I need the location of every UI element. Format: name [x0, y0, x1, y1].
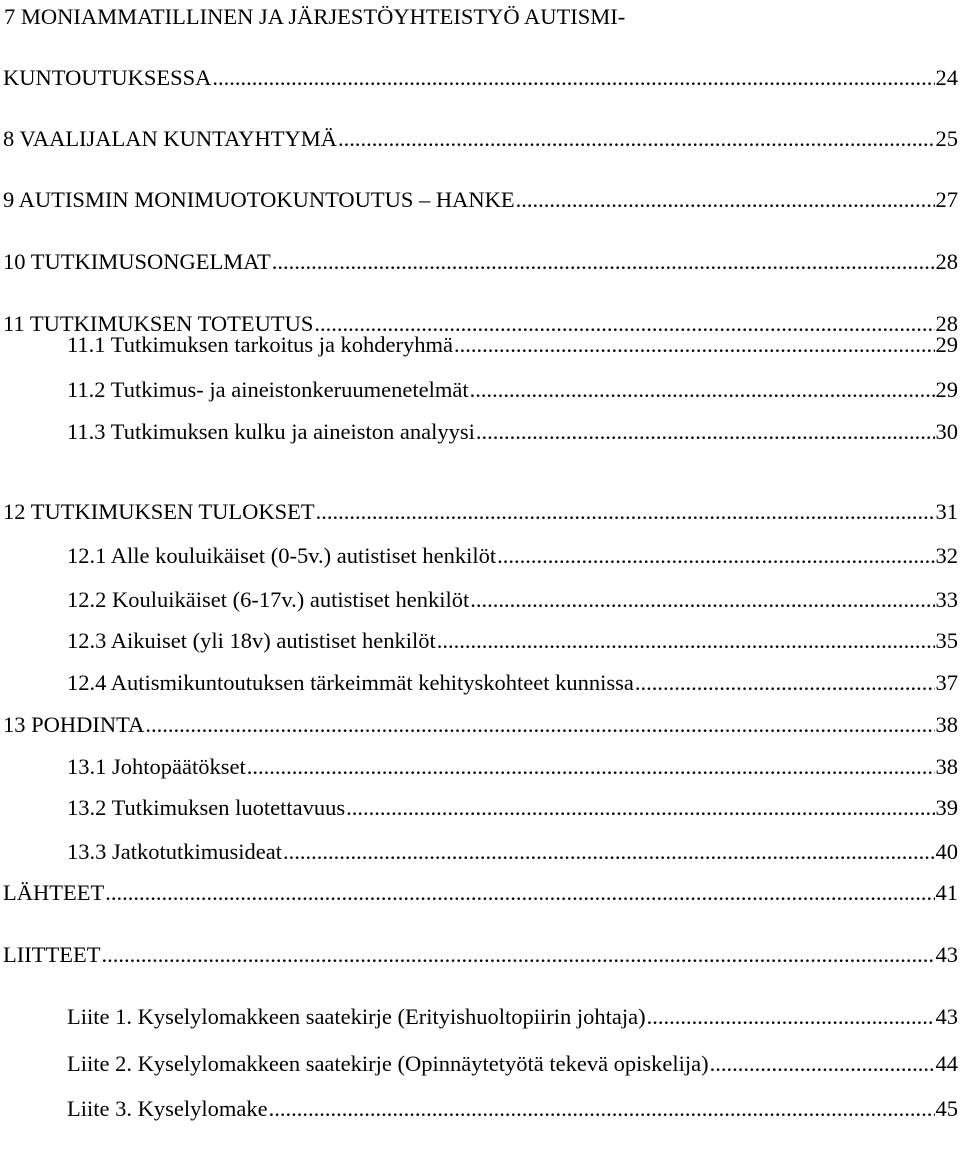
toc-leader-dots — [476, 417, 935, 447]
toc-entry[interactable] — [0, 1049, 960, 1079]
toc-leader-dots — [338, 124, 934, 154]
toc-leader-dots — [647, 1002, 935, 1032]
toc-leader-dots — [346, 793, 934, 823]
toc-page-number: 38 — [935, 754, 958, 779]
toc-entry-label: 9 AUTISMIN MONIMUOTOKUNTOUTUS – HANKE — [3, 187, 515, 212]
toc-entry-label: 11.1 Tutkimuksen tarkoitus ja kohderyhmä — [67, 332, 454, 357]
toc-entry-label: 8 VAALIJALAN KUNTAYHTYMÄ — [3, 126, 338, 151]
toc-entry-label: 7 MONIAMMATILLINEN JA JÄRJESTÖYHTEISTYÖ AUTISMI- — [4, 4, 626, 29]
toc-entry-label: 13.1 Johtopäätökset — [67, 754, 246, 779]
toc-leader-dots — [710, 1049, 935, 1079]
toc-entry-label: 12.4 Autismikuntoutuksen tärkeimmät kehityskohteet kunnissa — [67, 670, 634, 695]
toc-entry[interactable] — [0, 63, 960, 93]
toc-entry[interactable] — [0, 124, 960, 154]
toc-page-number: 27 — [935, 187, 958, 212]
toc-leader-dots — [516, 185, 935, 215]
toc-leader-dots — [145, 710, 934, 740]
toc-page-number: 24 — [935, 65, 958, 90]
toc-entry-label: Liite 3. Kyselylomake — [67, 1096, 268, 1121]
toc-leader-dots — [316, 497, 935, 527]
toc-page-number: 28 — [935, 311, 958, 336]
toc-page-number: 32 — [935, 543, 958, 568]
toc-leader-dots — [269, 1094, 935, 1124]
toc-entry[interactable] — [0, 837, 960, 867]
toc-entry[interactable] — [0, 1002, 960, 1032]
toc-page-number: 39 — [935, 795, 958, 820]
toc-leader-dots — [212, 63, 934, 93]
toc-entry[interactable] — [0, 497, 960, 527]
toc-leader-dots — [105, 878, 934, 908]
toc-entry-label: 13 POHDINTA — [3, 712, 145, 737]
toc-page-number: 33 — [935, 587, 958, 612]
toc-entry-label: 10 TUTKIMUSONGELMAT — [3, 249, 271, 274]
toc-entry[interactable] — [0, 375, 960, 405]
toc-entry-label: 13.2 Tutkimuksen luotettavuus — [67, 795, 346, 820]
toc-page-number: 35 — [935, 628, 958, 653]
toc-entry[interactable] — [0, 541, 960, 571]
toc-entry-label: Liite 1. Kyselylomakkeen saatekirje (Erityishuoltopiirin johtaja) — [67, 1004, 646, 1029]
toc-page-number: 43 — [935, 1004, 958, 1029]
toc-entry-label: 12.2 Kouluikäiset (6-17v.) autistiset henkilöt — [67, 587, 470, 612]
toc-leader-dots — [272, 247, 935, 277]
toc-leader-dots — [247, 752, 935, 782]
toc-leader-dots — [470, 585, 934, 615]
toc-entry[interactable] — [0, 626, 960, 656]
toc-leader-dots — [283, 837, 935, 867]
toc-entry-label: Liite 2. Kyselylomakkeen saatekirje (Opinnäytetyötä tekevä opiskelija) — [67, 1051, 709, 1076]
toc-entry-label: 12.3 Aikuiset (yli 18v) autistiset henkilöt — [67, 628, 436, 653]
toc-entry-label: KUNTOUTUKSESSA — [3, 65, 212, 90]
toc-page-number: 44 — [935, 1051, 958, 1076]
toc-page-number: 37 — [935, 670, 958, 695]
toc-entry-label: LÄHTEET — [3, 880, 105, 905]
toc-page-number: 38 — [935, 712, 958, 737]
toc-leader-dots — [470, 375, 935, 405]
toc-entry[interactable] — [0, 1094, 960, 1124]
toc-entry[interactable] — [0, 940, 960, 970]
toc-entry[interactable] — [0, 330, 960, 360]
toc-entry[interactable] — [0, 752, 960, 782]
toc-page-number: 30 — [935, 419, 958, 444]
toc-leader-dots — [101, 940, 934, 970]
toc-page-number: 25 — [935, 126, 958, 151]
toc-entry-label: 12.1 Alle kouluikäiset (0-5v.) autistiset henkilöt — [67, 543, 497, 568]
toc-leader-dots — [437, 626, 935, 656]
toc-entry-label: LIITTEET — [3, 942, 101, 967]
toc-page-number: 28 — [935, 249, 958, 274]
toc-entry-label: 11.3 Tutkimuksen kulku ja aineiston analyysi — [67, 419, 475, 444]
toc-page-number: 41 — [935, 880, 958, 905]
toc-page-number: 29 — [935, 377, 958, 402]
toc-page-number: 29 — [935, 332, 958, 357]
toc-entry[interactable] — [0, 878, 960, 908]
toc-entry[interactable] — [0, 247, 960, 277]
toc-leader-dots — [454, 330, 934, 360]
toc-page-number: 43 — [935, 942, 958, 967]
toc-leader-dots — [497, 541, 934, 571]
toc-entry[interactable] — [0, 185, 960, 215]
toc-entry[interactable] — [0, 417, 960, 447]
toc-page-number: 40 — [935, 839, 958, 864]
toc-entry-label: 11.2 Tutkimus- ja aineistonkeruumenetelmät — [67, 377, 469, 402]
toc-entry[interactable] — [0, 793, 960, 823]
toc-entry[interactable] — [0, 585, 960, 615]
toc-entry-label: 12 TUTKIMUKSEN TULOKSET — [3, 499, 315, 524]
toc-entry-label: 11 TUTKIMUKSEN TOTEUTUS — [3, 311, 314, 336]
toc-leader-dots — [635, 668, 935, 698]
toc-entry-label: 13.3 Jatkotutkimusideat — [67, 839, 282, 864]
toc-page-number: 45 — [935, 1096, 958, 1121]
toc-entry[interactable] — [0, 668, 960, 698]
toc-page-number: 31 — [935, 499, 958, 524]
toc-entry[interactable] — [0, 710, 960, 740]
toc-heading-line — [0, 2, 960, 32]
